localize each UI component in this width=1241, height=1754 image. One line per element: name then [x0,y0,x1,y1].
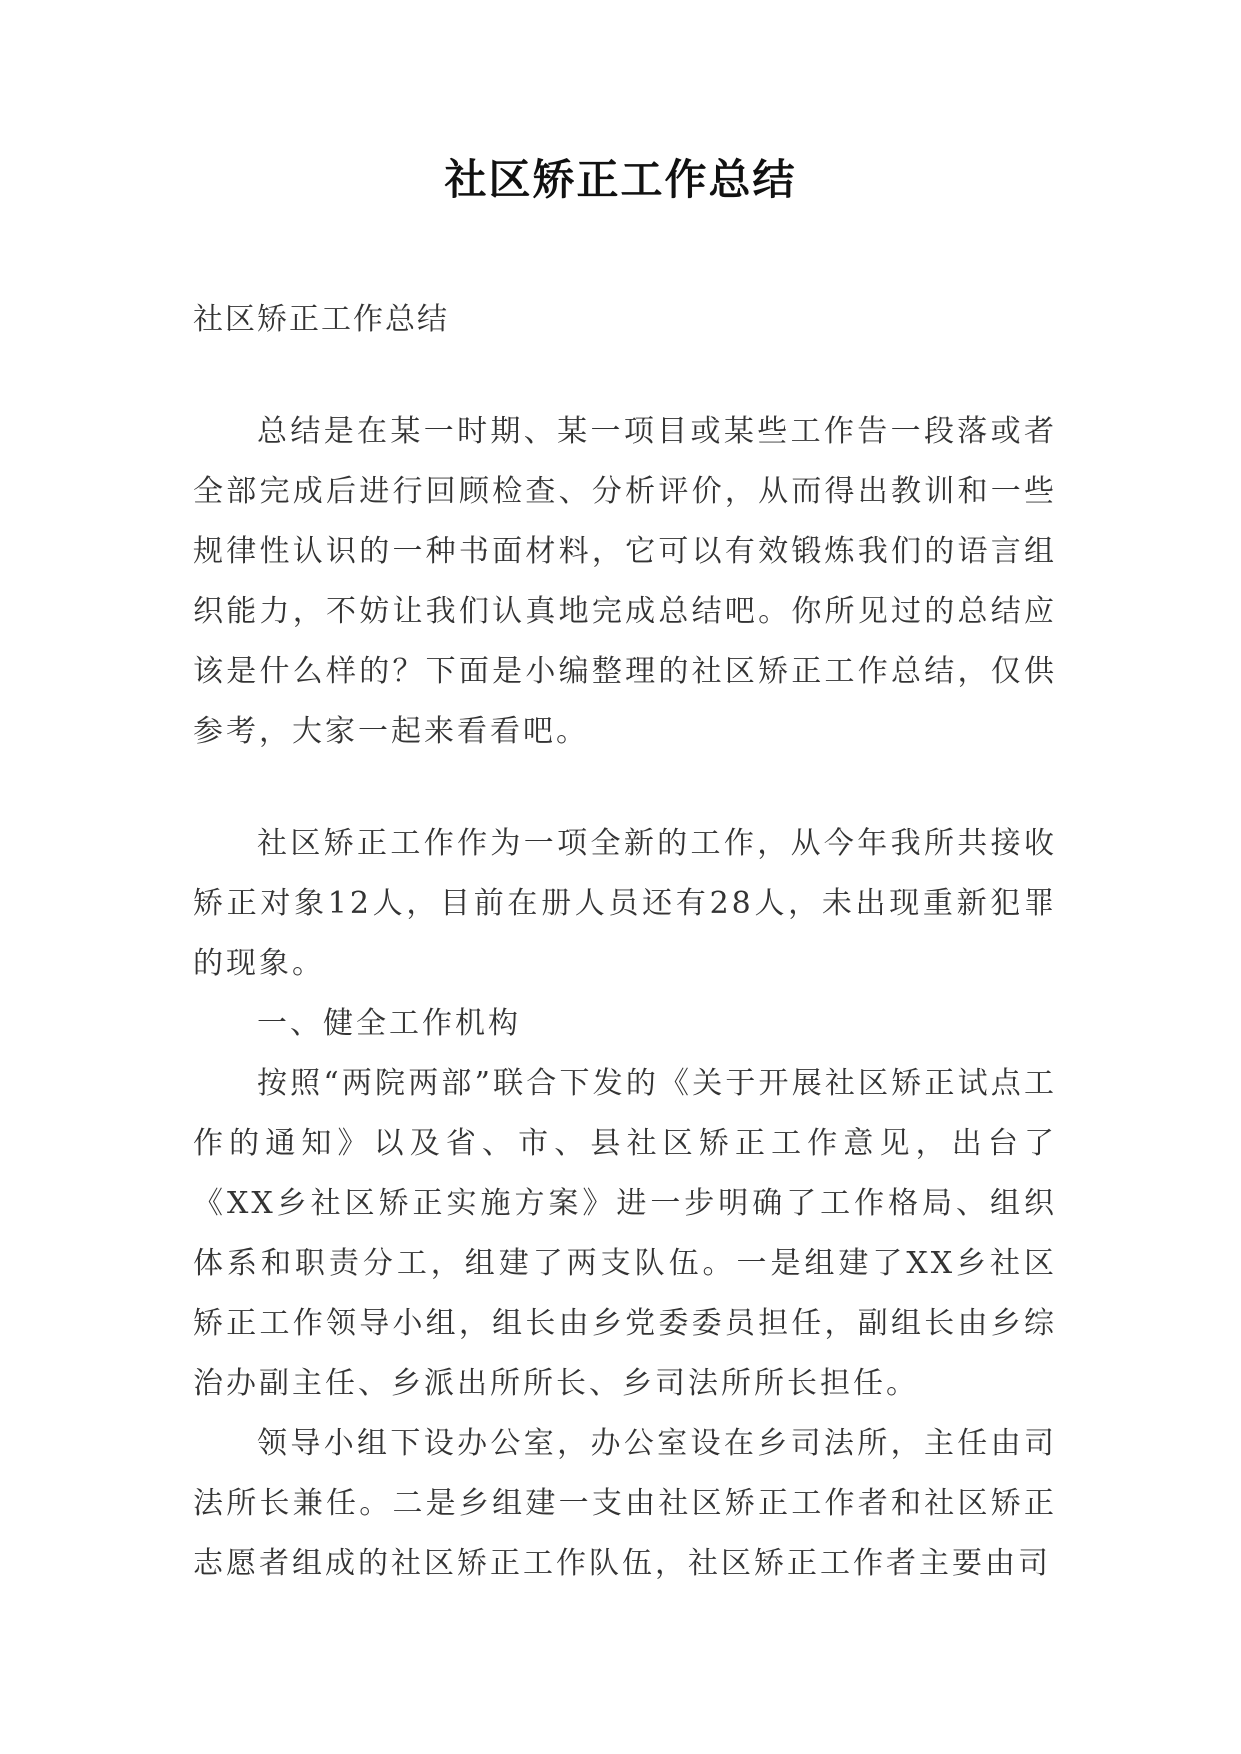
paragraph-organization: 按照“两院两部”联合下发的《关于开展社区矫正试点工作的通知》以及省、市、县社区矫正工作意见，出台了《XX乡社区矫正实施方案》进一步明确了工作格局、组织体系和职责分工，组建了两支队伍。一是组建了XX乡社区矫正工作领导小组，组长由乡党委委员担任，副组长由乡综治办副主任、乡派出所所长、乡司法所所长担任。 [193,1066,1057,1401]
document-subtitle: 社区矫正工作总结 [193,302,449,337]
paragraph-overview: 社区矫正工作作为一项全新的工作，从今年我所共接收矫正对象12人，目前在册人员还有28人，未出现重新犯罪的现象。 [193,826,1057,981]
paragraph-office: 领导小组下设办公室，办公室设在乡司法所，主任由司法所长兼任。二是乡组建一支由社区矫正工作者和社区矫正志愿者组成的社区矫正工作队伍，社区矫正工作者主要由司 [193,1426,1057,1581]
paragraph-intro: 总结是在某一时期、某一项目或某些工作告一段落或者全部完成后进行回顾检查、分析评价，从而得出教训和一些规律性认识的一种书面材料，它可以有效锻炼我们的语言组织能力，不妨让我们认真地完成总结吧。你所见过的总结应该是什么样的？下面是小编整理的社区矫正工作总结，仅供参考，大家一起来看看吧。 [193,414,1057,749]
document-title: 社区矫正工作总结 [444,155,797,204]
section-heading: 一、健全工作机构 [257,1006,521,1041]
document-body [193,290,1057,1594]
